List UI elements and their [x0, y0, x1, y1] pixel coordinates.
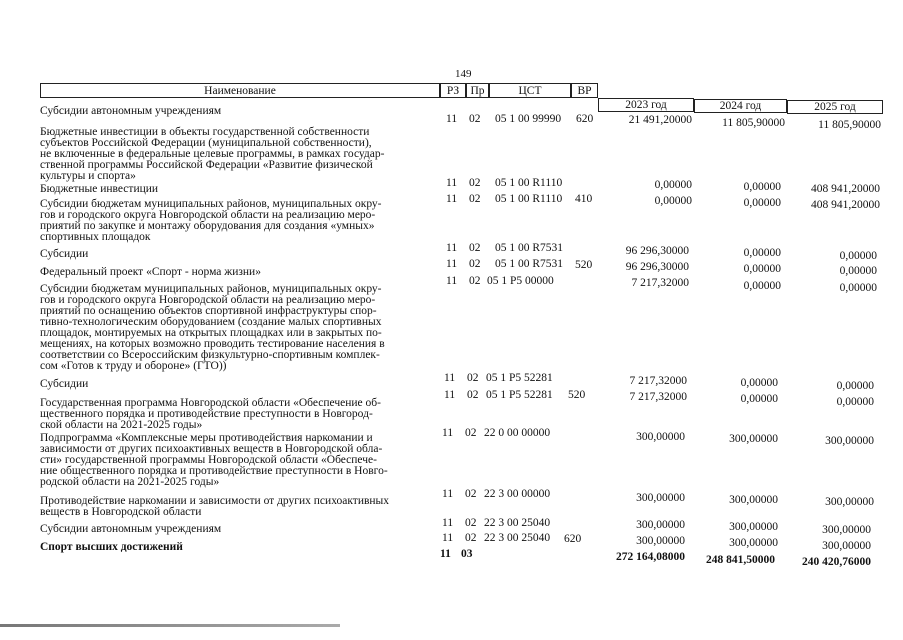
- cell-vr: 520: [568, 389, 586, 401]
- cell-2023: 300,00000: [636, 535, 685, 547]
- cell-2023: 96 296,30000: [625, 245, 689, 257]
- cell-2023: 7 217,32000: [631, 277, 689, 289]
- header-vr: ВР: [571, 83, 598, 98]
- cell-rz: 11: [446, 258, 458, 270]
- cell-2023: 96 296,30000: [625, 261, 689, 273]
- cell-2024: 0,00000: [743, 181, 781, 193]
- cell-2024: 11 805,90000: [722, 117, 785, 129]
- cell-2024: 0,00000: [743, 247, 781, 259]
- row-name: Спорт высших достижений: [40, 541, 183, 553]
- cell-pr: 02: [465, 427, 477, 439]
- cell-pr: 02: [469, 113, 481, 125]
- cell-2025: 408 941,20000: [811, 199, 880, 211]
- cell-pr: 02: [469, 258, 481, 270]
- cell-2024: 0,00000: [743, 197, 781, 209]
- header-pr: Пр: [466, 83, 489, 98]
- page-number: 149: [455, 68, 472, 80]
- cell-cst: 05 1 00 R1110: [495, 177, 563, 189]
- cell-pr: 03: [461, 548, 473, 560]
- cell-2023: 0,00000: [654, 179, 692, 191]
- cell-rz: 11: [444, 372, 456, 384]
- cell-2023: 300,00000: [636, 492, 685, 504]
- row-name: Субсидии автономным учреждениям: [40, 105, 222, 117]
- cell-2025: 300,00000: [822, 524, 871, 536]
- cell-rz: 11: [446, 193, 458, 205]
- scan-edge: [0, 624, 340, 627]
- cell-2025: 408 941,20000: [811, 183, 880, 195]
- cell-2024: 0,00000: [740, 393, 778, 405]
- row-name: Бюджетные инвестиции: [40, 183, 159, 195]
- cell-2023: 300,00000: [636, 519, 685, 531]
- row-name: Противодействие наркомании и зависимости от других психоактивных веществ в Новгородской области: [40, 495, 390, 518]
- cell-2025: 0,00000: [839, 250, 877, 262]
- cell-2023: 7 217,32000: [629, 375, 687, 387]
- cell-cst: 22 0 00 00000: [484, 427, 551, 439]
- cell-pr: 02: [469, 193, 481, 205]
- cell-vr: 620: [564, 533, 582, 545]
- cell-cst: 05 1 P5 52281: [486, 389, 553, 401]
- cell-vr: 620: [576, 113, 594, 125]
- cell-2024: 0,00000: [743, 263, 781, 275]
- cell-rz: 11: [442, 488, 454, 500]
- header-2024: 2024 год: [694, 99, 787, 113]
- cell-2023: 7 217,32000: [629, 391, 687, 403]
- cell-rz: 11: [446, 113, 458, 125]
- cell-2024: 300,00000: [729, 521, 778, 533]
- row-name: Государственная программа Новгородской области «Обеспечение об- щественного порядка и противодействие преступности в Новгород- ской области на 2021-2025 годы»: [40, 397, 381, 431]
- cell-cst: 05 1 00 99990: [495, 113, 562, 125]
- cell-cst: 22 3 00 00000: [484, 488, 551, 500]
- cell-pr: 02: [469, 242, 481, 254]
- cell-2024: 0,00000: [743, 280, 781, 292]
- row-name: Субсидии бюджетам муниципальных районов, муниципальных окру- гов и городского округа Новгородской области на реализацию меро- приятий по оснащению объектов спортивной инфраструктуры спор- тивно-технологическим оборудованием (создание малых спортивных площадок, монтируемых на открытых площадках или в закрытых по- мещениях, на которых возможно проводить тестирование населения в соответствии со Всероссийским физкультурно-спортивным комплек- сом «Готов к труду и обороне» (ГТО)): [40, 283, 385, 372]
- cell-2025: 0,00000: [836, 380, 874, 392]
- cell-2025: 11 805,90000: [818, 119, 881, 131]
- cell-cst: 05 1 00 R1110: [495, 193, 563, 205]
- cell-cst: 05 1 00 R7531: [495, 258, 564, 270]
- cell-rz: 11: [446, 242, 458, 254]
- header-2025: 2025 год: [787, 100, 883, 114]
- cell-pr: 02: [465, 517, 477, 529]
- cell-cst: 05 1 P5 00000: [487, 275, 554, 287]
- row-name: Субсидии: [40, 248, 89, 260]
- cell-cst: 22 3 00 25040: [484, 517, 551, 529]
- cell-rz: 11: [442, 427, 454, 439]
- cell-rz: 11: [446, 177, 458, 189]
- cell-2024: 248 841,50000: [706, 554, 775, 566]
- row-name: Субсидии бюджетам муниципальных районов, муниципальных окру- гов и городского округа Новгородской области на реализацию меро- приятий по закупке и монтажу оборудования для создания «умных» спортивных площадок: [40, 198, 382, 243]
- row-name: Субсидии: [40, 378, 89, 390]
- cell-cst: 05 1 00 R7531: [495, 242, 564, 254]
- cell-rz: 11: [444, 389, 456, 401]
- cell-2025: 240 420,76000: [802, 556, 871, 568]
- cell-2024: 300,00000: [729, 494, 778, 506]
- cell-2025: 300,00000: [825, 435, 874, 447]
- cell-2023: 0,00000: [654, 195, 692, 207]
- row-name: Подпрограмма «Комплексные меры противодействия наркомании и зависимости от других психоактивных веществ в Новгородской обла- сти» государственной программы Новгородской области «Обеспече- ние общественного порядка и противодействие преступности в Новго- родской области на 2021-2025 годы»: [40, 432, 388, 488]
- row-name: Федеральный проект «Спорт - норма жизни»: [40, 266, 261, 278]
- cell-2024: 300,00000: [729, 537, 778, 549]
- cell-pr: 02: [465, 488, 477, 500]
- cell-rz: 11: [446, 275, 458, 287]
- cell-pr: 02: [469, 177, 481, 189]
- header-2023: 2023 год: [598, 98, 694, 112]
- cell-2023: 272 164,08000: [616, 551, 685, 563]
- cell-cst: 22 3 00 25040: [484, 532, 551, 544]
- cell-rz: 11: [440, 548, 451, 560]
- cell-2025: 0,00000: [839, 265, 877, 277]
- header-cst: ЦСТ: [489, 83, 571, 98]
- header-name: Наименование: [40, 83, 440, 98]
- cell-pr: 02: [465, 532, 477, 544]
- cell-2025: 0,00000: [836, 396, 874, 408]
- cell-2023: 300,00000: [636, 431, 685, 443]
- cell-cst: 05 1 P5 52281: [486, 372, 553, 384]
- cell-2025: 300,00000: [822, 540, 871, 552]
- header-rz: РЗ: [440, 83, 466, 98]
- cell-pr: 02: [467, 389, 479, 401]
- cell-pr: 02: [469, 275, 481, 287]
- cell-rz: 11: [442, 532, 454, 544]
- cell-pr: 02: [467, 372, 479, 384]
- cell-vr: 520: [575, 259, 593, 271]
- cell-2023: 21 491,20000: [628, 114, 692, 126]
- cell-rz: 11: [442, 517, 454, 529]
- cell-2024: 0,00000: [740, 377, 778, 389]
- cell-2025: 300,00000: [825, 496, 874, 508]
- cell-2025: 0,00000: [839, 282, 877, 294]
- cell-vr: 410: [575, 193, 593, 205]
- cell-2024: 300,00000: [729, 433, 778, 445]
- row-name: Субсидии автономным учреждениям: [40, 523, 222, 535]
- row-name: Бюджетные инвестиции в объекты государственной собственности субъектов Российской Федерации (муниципальной собственности), не включенные в федеральные целевые программы, в рамках государ- ственной программы Российской Федерации «Развитие физической культуры и спорта»: [40, 126, 385, 182]
